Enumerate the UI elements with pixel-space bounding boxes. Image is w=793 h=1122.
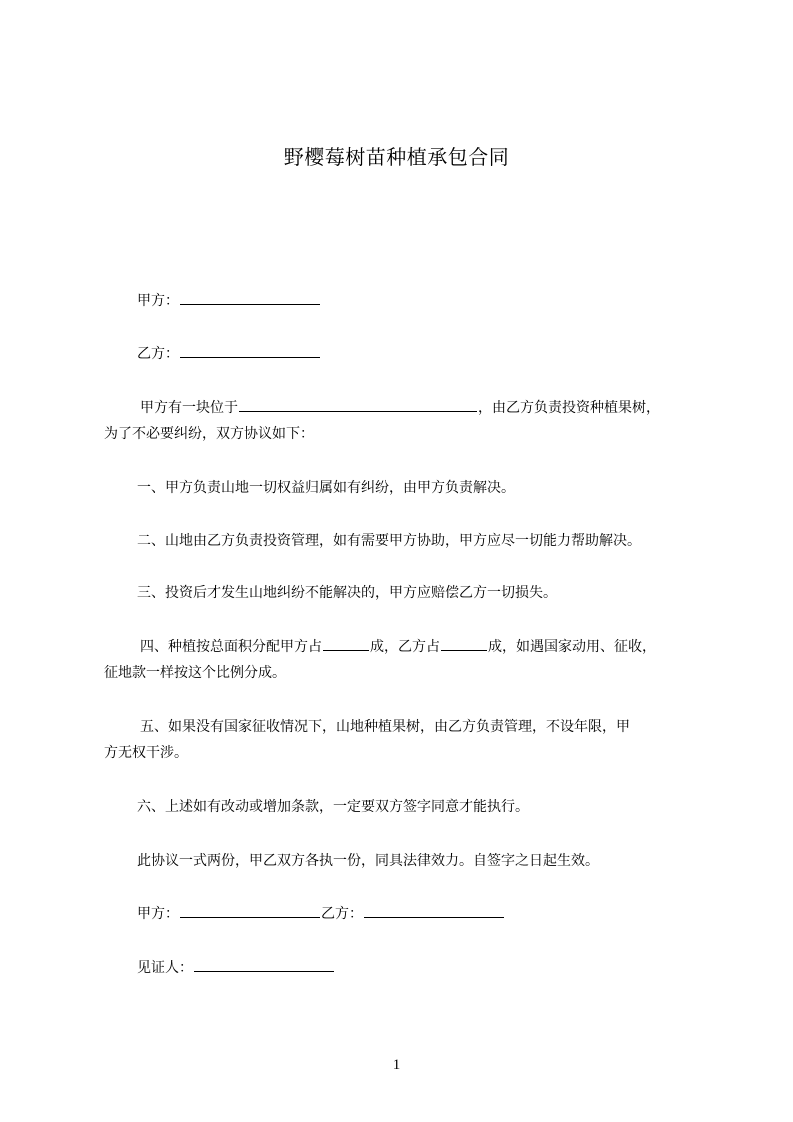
clause-4-text-3: 成，如遇国家动用、征收， — [488, 639, 656, 655]
party-a-share-blank — [323, 636, 369, 651]
page-number: 1 — [392, 1057, 401, 1073]
sign-party-a-blank — [180, 903, 320, 918]
clause-4-text-2: 成，乙方占 — [370, 639, 440, 655]
party-b-label: 乙方： — [137, 346, 179, 362]
party-a-line — [137, 290, 321, 312]
witness-blank — [194, 957, 334, 972]
signature-line — [137, 903, 505, 925]
sign-party-b-label: 乙方： — [321, 906, 363, 922]
intro-text-2: ，由乙方负责投资种植果树， — [478, 400, 660, 416]
clause-4-line-2: 征地款一样按这个比例分成。 — [104, 665, 286, 681]
clause-5-line-2: 方无权干涉。 — [104, 745, 188, 761]
clause-4-line-1 — [140, 636, 656, 658]
intro-text-1: 甲方有一块位于 — [140, 400, 238, 416]
party-a-blank — [180, 290, 320, 305]
party-b-share-blank — [441, 636, 487, 651]
clause-3: 三、投资后才发生山地纠纷不能解决的，甲方应赔偿乙方一切损失。 — [137, 585, 557, 601]
clause-1: 一、甲方负责山地一切权益归属如有纠纷，由甲方负责解决。 — [137, 480, 515, 496]
party-b-line — [137, 343, 321, 365]
witness-label: 见证人： — [137, 960, 193, 976]
sign-party-a-label: 甲方： — [137, 906, 179, 922]
intro-line-1 — [140, 397, 660, 419]
clause-2: 二、山地由乙方负责投资管理，如有需要甲方协助，甲方应尽一切能力帮助解决。 — [137, 533, 641, 549]
clause-6: 六、上述如有改动或增加条款，一定要双方签字同意才能执行。 — [137, 799, 529, 815]
clause-4-text-1: 四、种植按总面积分配甲方占 — [140, 639, 322, 655]
clause-5-line-1: 五、如果没有国家征收情况下，山地种植果树，由乙方负责管理，不设年限，甲 — [140, 719, 630, 735]
party-b-blank — [180, 343, 320, 358]
closing-statement: 此协议一式两份，甲乙双方各执一份，同具法律效力。自签字之日起生效。 — [137, 853, 599, 869]
location-blank — [239, 397, 477, 412]
witness-line — [137, 957, 335, 979]
intro-line-2: 为了不必要纠纷，双方协议如下： — [104, 426, 314, 442]
document-title: 野樱莓树苗种植承包合同 — [283, 145, 510, 169]
party-a-label: 甲方： — [137, 293, 179, 309]
sign-party-b-blank — [364, 903, 504, 918]
